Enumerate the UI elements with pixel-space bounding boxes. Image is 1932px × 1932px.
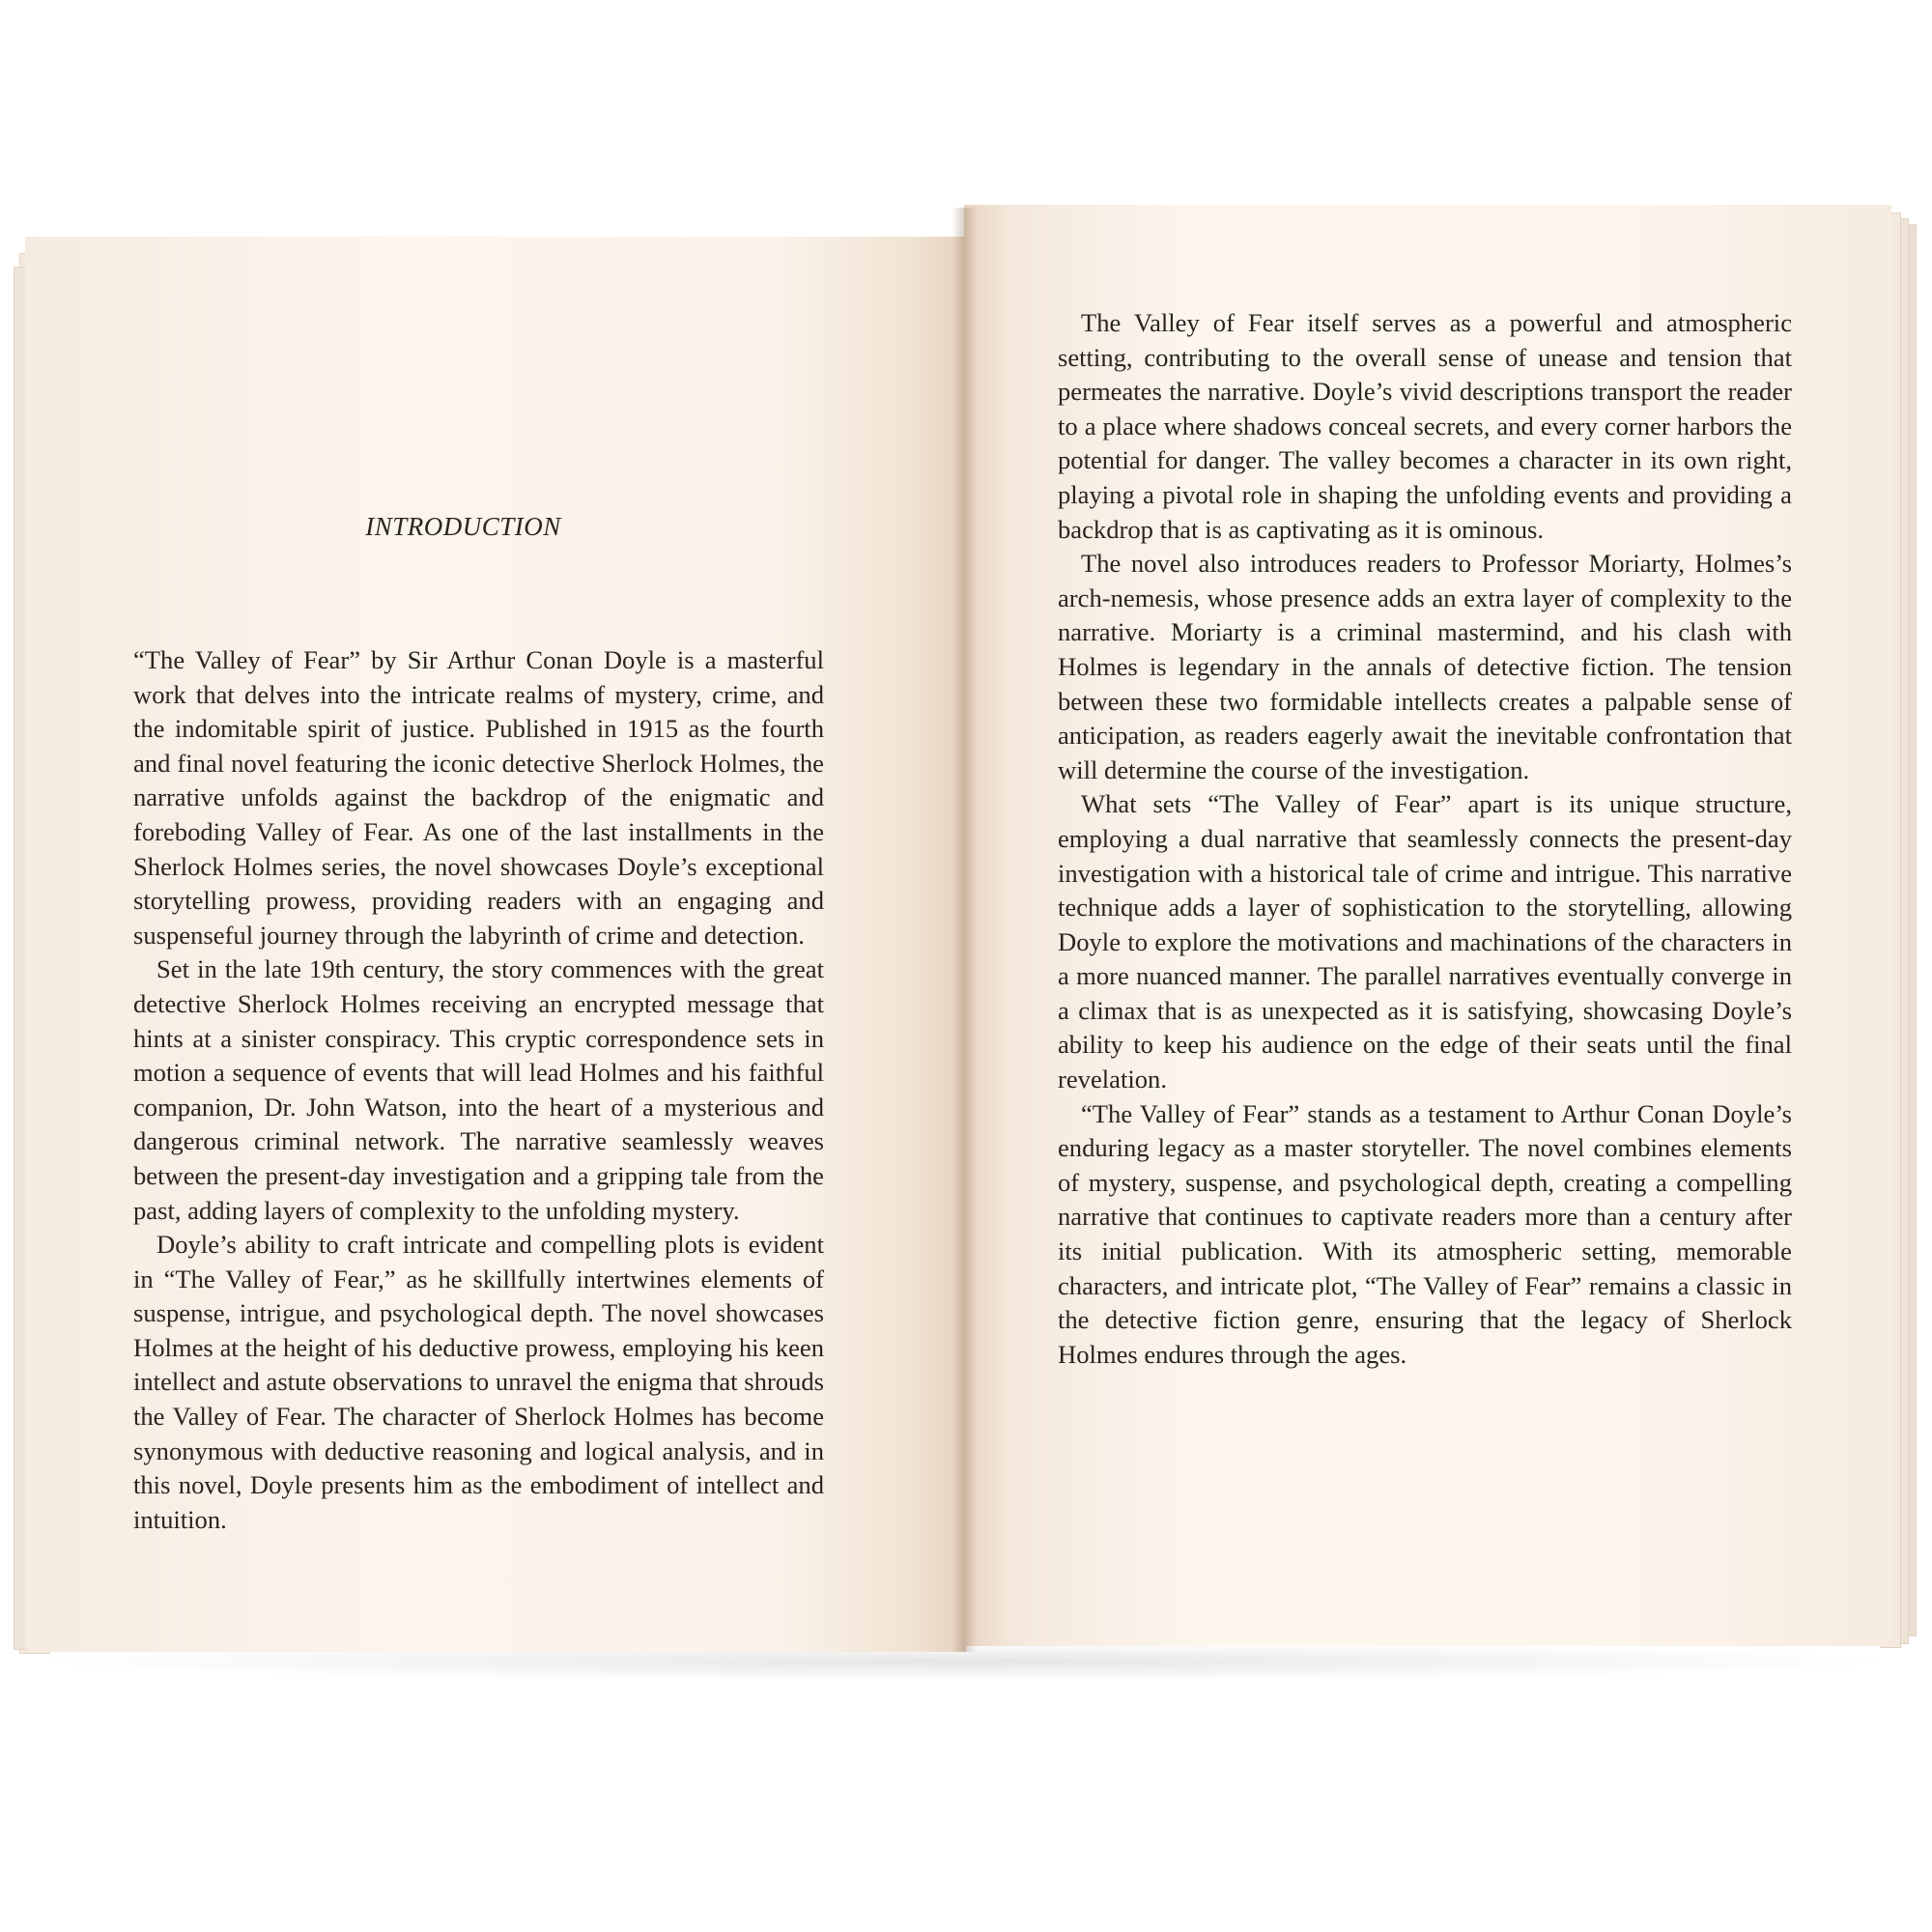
paragraph: “The Valley of Fear” stands as a testament to Arthur Conan Doyle’s enduring legacy as a master storyteller. The novel combines elements of mystery, suspense, and psychological depth, creating a compelling narrative that continues to captivate readers more than a century after its initial publication. With its atmospheric setting, memorable characters, and intricate plot, “The Valley of Fear” remains a classic in the detective fiction genre, ensuring that the legacy of Sherlock Holmes endures through the ages. [1058,1098,1792,1369]
chapter-heading: INTRODUCTION [365,512,561,541]
right-page-body [1058,306,1792,1372]
paragraph: Doyle’s ability to craft intricate and compelling plots is evident in “The Valley of Fear,” as he skillfully intertwines elements of suspense, intrigue, and psychological depth. The novel showcases Holmes at the height of his deductive prowess, employing his keen intellect and astute observations to unravel the enigma that shrouds the Valley of Fear. The character of Sherlock Holmes has become synonymous with deductive reasoning and logical analysis, and in this novel, Doyle presents him as the embodiment of intellect and intuition. [133,1230,824,1534]
left-page-body [133,643,824,1537]
paragraph: The Valley of Fear itself serves as a powerful and atmospheric setting, contributing to the overall sense of unease and tension that permeates the narrative. Doyle’s vivid descriptions transport the reader to a place where shadows conceal secrets, and every corner harbors the potential for danger. The valley becomes a character in its own right, playing a pivotal role in shaping the unfolding events and providing a backdrop that is as captivating as it is ominous. [1058,308,1792,544]
paragraph: What sets “The Valley of Fear” apart is its unique structure, employing a dual narrative that seamlessly connects the present-day investigation with a historical tale of crime and intrigue. This narrative technique adds a layer of sophistication to the storytelling, allowing Doyle to explore the motivations and machinations of the characters in a more nuanced manner. The parallel narratives eventually converge in a climax that is as unexpected as it is satisfying, showcasing Doyle’s ability to keep his audience on the edge of their seats until the final revelation. [1058,789,1792,1094]
book-gutter [952,208,977,1652]
left-page [25,237,966,1652]
paragraph: “The Valley of Fear” by Sir Arthur Conan Doyle is a masterful work that delves into the intricate realms of mystery, crime, and the indomitable spirit of justice. Published in 1915 as the fourth and final novel featuring the iconic detective Sherlock Holmes, the narrative unfolds against the backdrop of the enigmatic and foreboding Valley of Fear. As one of the last installments in the Sherlock Holmes series, the novel showcases Doyle’s exceptional storytelling prowess, providing readers with an engaging and suspenseful journey through the labyrinth of crime and detection. [133,645,824,950]
right-page [964,205,1891,1646]
paragraph: Set in the late 19th century, the story commences with the great detective Sherlock Holmes receiving an encrypted message that hints at a sinister conspiracy. This cryptic correspondence sets in motion a sequence of events that will lead Holmes and his faithful companion, Dr. John Watson, into the heart of a mysterious and dangerous criminal network. The narrative seamlessly weaves between the present-day investigation and a gripping tale from the past, adding layers of complexity to the unfolding mystery. [133,954,824,1225]
paragraph: The novel also introduces readers to Professor Moriarty, Holmes’s arch-nemesis, whose presence adds an extra layer of complexity to the narrative. Moriarty is a criminal mastermind, and his clash with Holmes is legendary in the annals of detective fiction. The tension between these two formidable intellects creates a palpable sense of anticipation, as readers eagerly await the inevitable confrontation that will determine the course of the investigation. [1058,549,1792,784]
